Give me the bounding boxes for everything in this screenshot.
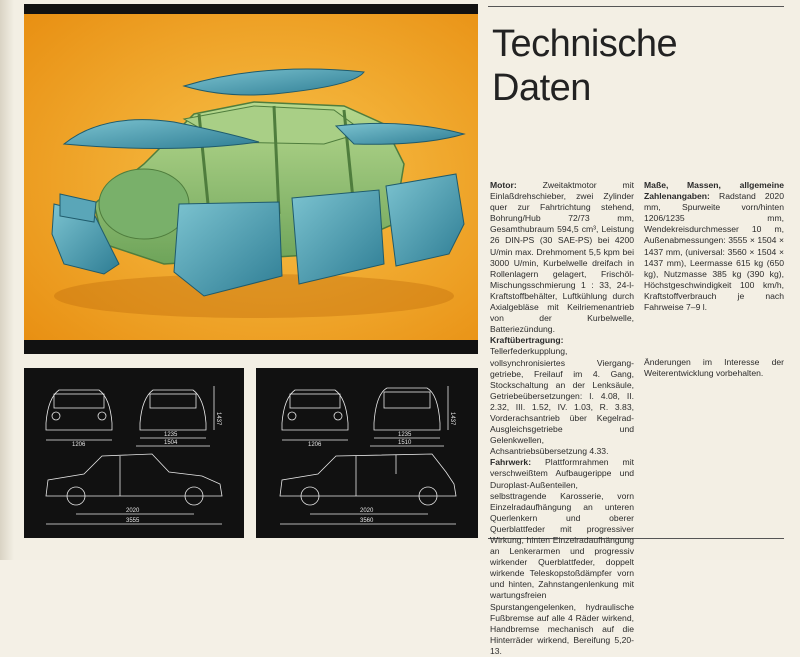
spec-column-1 — [490, 180, 634, 657]
title-line-2: Daten — [492, 67, 591, 109]
blueprint-sedan — [24, 368, 244, 538]
sedan-wheelbase: 2020 — [126, 508, 140, 514]
universal-rear-track: 1235 — [398, 432, 412, 438]
blueprint-universal — [256, 368, 478, 538]
universal-height: 1437 — [449, 412, 455, 426]
universal-wheelbase: 2020 — [360, 508, 374, 514]
title-line-1: Technische — [492, 23, 678, 65]
kraft-text: Tellerfederkupplung, vollsynchronisiertes Vierganggetriebe, Freilauf im 4. Gang, Stockschaltung an der Lenksäule, Getriebeübersetzungen: I. 4.08, II. 2.32, III. 1.52, IV. 1.03, R. 3.83, Vorderachsantrieb über Kegelrad-Ausgleichsgetriebe und Gelenkwellen, Achsantriebsübersetzung 4.33. — [490, 346, 634, 457]
page-fold-shadow — [0, 0, 14, 560]
spec-column-2 — [644, 180, 784, 379]
sedan-width: 1504 — [164, 440, 178, 446]
sedan-height: 1437 — [215, 412, 221, 426]
fahrwerk-label: Fahrwerk: — [490, 457, 532, 468]
masse-paragraph — [644, 180, 784, 313]
universal-front-track: 1206 — [308, 442, 322, 448]
page-title — [492, 22, 772, 110]
car-body-illustration — [24, 14, 478, 340]
universal-length: 3560 — [360, 518, 374, 524]
top-rule — [488, 6, 784, 7]
motor-paragraph — [490, 180, 634, 335]
sedan-rear-track: 1235 — [164, 432, 178, 438]
sedan-length: 3555 — [126, 518, 140, 524]
sedan-front-track: 1206 — [72, 442, 86, 448]
kraft-paragraph — [490, 335, 634, 457]
kraft-label: Kraftübertragung: — [490, 335, 564, 346]
masse-text: Radstand 2020 mm, Spurweite vorn/hinten 1206/1235 mm, Wendekreisdurchmesser 10 m, Außenabmessungen: 3555 × 1504 × 1437 mm, (universal: 3560 × 1504 × 1437 mm), Leermasse 615 kg (650 kg), Nutzmasse 385 kg (390 kg), Höchstgeschwindigkeit 100 km/h, Kraftstoffverbrauch je nach Fahrweise 7–9 l. — [644, 191, 784, 313]
fahrwerk-paragraph — [490, 457, 634, 657]
footnote: Änderungen im Interesse der Weiterentwicklung vorbehalten. — [644, 357, 784, 379]
motor-text: Zweitaktmotor mit Einlaßdrehschieber, zwei Zylinder quer zur Fahrtrichtung stehend, Bohrung/Hub 72/73 mm, Gesamthubraum 594,5 cm³, Leistung 26 DIN-PS (30 SAE-PS) bei 4200 U/min max. Drehmoment 5,5 kpm bei 3000 U/min, Kurbelwelle dreifach in Rollenlagern gelagert, Frischöl-Mischungsschmierung 1 : 33, 24-l-Kraftstoffbehälter, Luftkühlung durch Axialgebläse mit Keilriemenantrieb von der Kurbelwelle, Batteriezündung. — [490, 180, 634, 335]
masse-label: Maße, Massen, allgemeine Zahlenangaben: — [644, 180, 784, 202]
motor-label: Motor: — [490, 180, 517, 190]
fahrwerk-text: Plattformrahmen mit verschweißtem Aufbaugerippe und Duroplast-Außenteilen, selbsttragende Karosserie, vorn Einzelradaufhängung an unteren Querlenkern und oberer Querblattfeder mit progressiver Wirkung, hinten Einzelradaufhängung an Lenkerarmen und progressiv wirkender Querblattfeder, doppelt wirkende Teleskopstoßdämpfer vorn und hinten, Zahnstangenlenkung mit wartungsfreien Spurstangengelenken, hydraulische Fußbremse auf alle 4 Räder wirkend, Handbremse mechanisch auf die Hinterräder wirkend, Bereifung 5,20-13. — [490, 457, 634, 656]
universal-width: 1510 — [398, 440, 412, 446]
